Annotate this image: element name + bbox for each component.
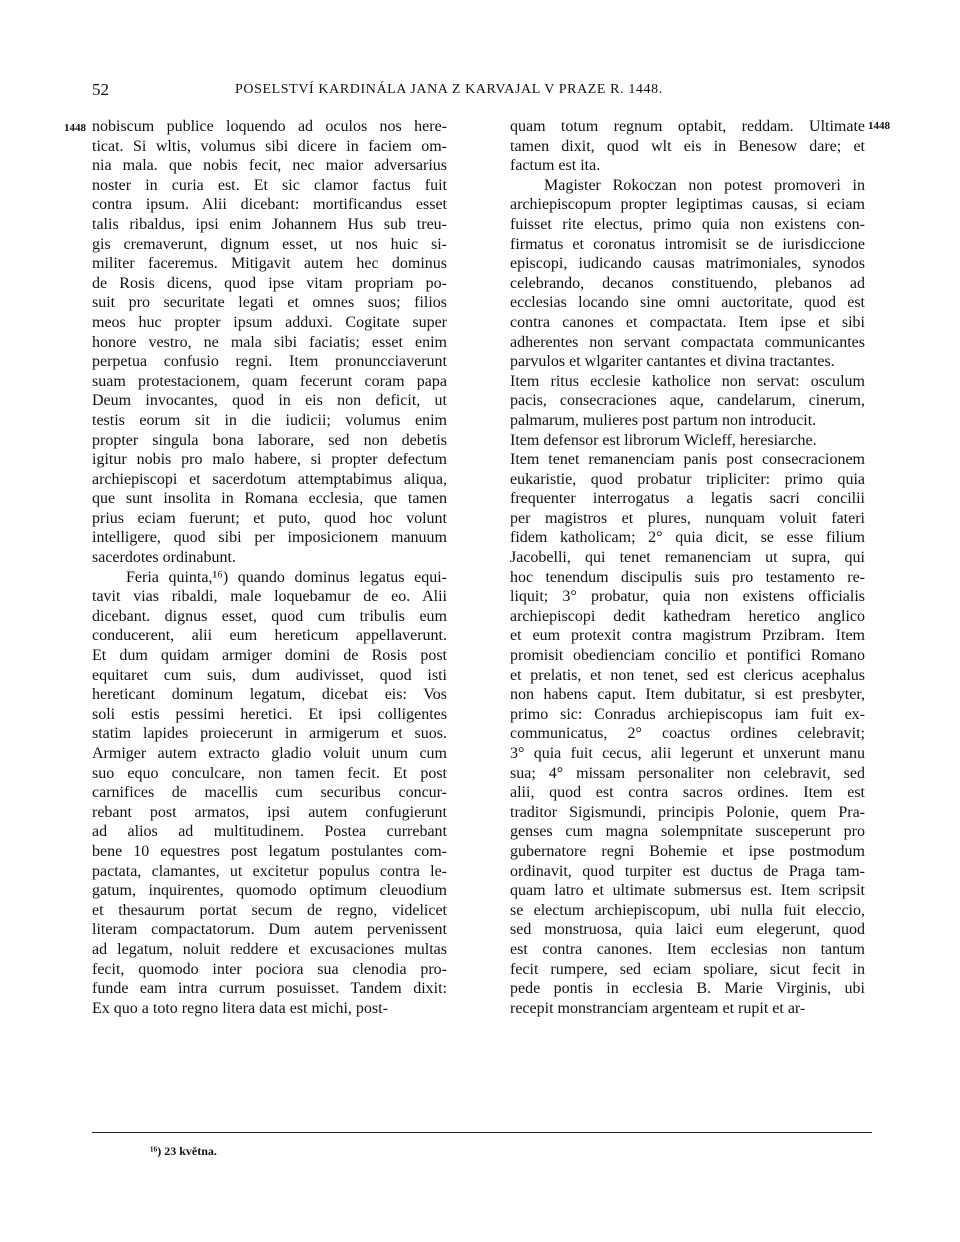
text-line: funde eam intra currum posuisset. Tandem dixit: (92, 980, 447, 998)
text-line: de Rosis dicens, quod ipse vitam propriam po- (92, 274, 447, 292)
text-line: ad alios ad multitudinem. Postea currebant (92, 823, 447, 841)
text-line: et eum protexit contra magistrum Przibram. Item (510, 627, 865, 645)
text-line: sacerdotes ordinabunt. (92, 549, 236, 567)
right-column (510, 117, 865, 1018)
text-line: firmatus et coronatus intromisit se de iurisdiccione (510, 235, 865, 253)
text-line: talis ribaldus, ipsi enim Johannem Hus sub treu- (92, 215, 447, 233)
text-line: rebant post armatos, ipsi autem confugierunt (92, 803, 447, 821)
text-line: parvulos et wlgariter cantantes et divina tractantes. (510, 353, 835, 371)
text-line: gis cremaverunt, dignum esset, ut nos huic si- (92, 235, 447, 253)
text-line: fidem katholicam; 2° quia dicit, se esse filium (510, 529, 865, 547)
text-line: soli estis pessimi heretici. Et ipsi colligentes (92, 705, 447, 723)
text-line: Jacobelli, qui tenet remanenciam ut supra, qui (510, 549, 865, 567)
text-line: episcopi, iudicando causas matrimoniales, synodos (510, 255, 865, 273)
text-line: promisit obedienciam concilio et pontifici Romano (510, 647, 865, 665)
text-line: suit pro securitate legati et omnes suos; filios (92, 294, 447, 312)
text-line: bene 10 equestres post legatum postulantes com- (92, 842, 447, 860)
text-line: igitur nobis pro malo habere, si propter defectum (92, 451, 447, 469)
text-line: Ex quo a toto regno litera data est michi, post- (92, 999, 388, 1017)
text-line: fuisset rite electus, primo quia non existens con- (510, 215, 865, 233)
text-line: gubernatore regni Bohemie et ipse postmodum (510, 842, 865, 860)
text-line: Item ritus ecclesie katholice non servat: osculum (510, 372, 865, 390)
text-line: ordinavit, quod turpiter est ductus de Praga tam- (510, 862, 865, 880)
text-line: et prelatis, et non tenet, sed est clericus acephalus (510, 666, 865, 684)
text-line: alii, quod est contra sacros ordines. Item est (510, 784, 865, 802)
text-line: Armiger autem extracto gladio voluit unum cum (92, 745, 447, 762)
text-line: Item tenet remanenciam panis post consecracionem (510, 451, 865, 469)
text-line: noster in curia est. Et sic clamor factus fuit (92, 176, 447, 194)
text-line: gatum, inquirentes, quomodo optimum cleuodium (92, 882, 447, 900)
text-line: que sunt insolita in Romana ecclesia, que tamen (92, 490, 447, 508)
text-line: et thesaurum portat secum de regno, videlicet (92, 901, 447, 919)
text-line: traditor Sigismundi, principis Polonie, quem Pra- (510, 803, 865, 821)
text-line: pactata, clamantes, ut excitetur populus contra le- (92, 862, 447, 880)
text-line: quam totum regnum optabit, reddam. Ultimate (510, 118, 865, 135)
text-line: adherentes non servant compactata communicantes (510, 333, 865, 351)
footnote-rule (92, 1132, 872, 1133)
text-line: literam compactatorum. Dum autem pervenissent (92, 921, 447, 939)
text-line: sed monstruosa, quia laici eum elegerunt, quod (510, 921, 865, 939)
text-line: ecclesias locando sine omni auctoritate, quod est (510, 294, 865, 312)
text-line: Item defensor est librorum Wicleff, heresiarche. (510, 431, 817, 449)
text-line: perpetua confusio regni. Item pronuncciaverunt (92, 353, 447, 371)
text-line: pacis, consecraciones aque, candelarum, cinerum, (510, 392, 865, 410)
text-line: eukaristie, quod probatur tripliciter: primo quia (510, 470, 865, 488)
text-line: dicebant. dignus esset, quod cum tribulis eum (92, 607, 447, 625)
text-line: fecit rumpere, sed eciam spoliare, sicut fecit in (510, 960, 865, 978)
text-line: Deum invocantes, quod in eis non deficit, ut (92, 392, 447, 410)
text-line: pede pontis in ecclesia B. Marie Virginis, ubi (510, 980, 865, 998)
text-line: prius eciam fuerunt; et puto, quod hoc volunt (92, 509, 447, 527)
page-number: 52 (92, 80, 109, 99)
text-line: tavit vias ribaldi, male loquebamur de eo. Alii (92, 588, 447, 606)
text-line: palmarum, mulieres post partum non introducit. (510, 411, 817, 429)
text-line: frequenter interrogatus a legatis sacri concilii (510, 490, 865, 508)
text-line: conducerent, alii eum hereticum appellaverunt. (92, 627, 447, 645)
text-line: militer faceremus. Mitigavit autem hec dominus (92, 255, 447, 273)
text-line: genses cum magna solempnitate susceperunt pro (510, 823, 865, 841)
text-line: Et dum quidam armiger domini de Rosis post (92, 647, 447, 665)
text-line: fecit, quomodo inter pociora sua clenodia pro- (92, 960, 447, 978)
text-line: archiepiscopi dedit kathedram heretico anglico (510, 607, 865, 625)
text-line: propter singula bona laborare, sed non debetis (92, 431, 447, 449)
text-line: ticat. Si wltis, volumus sibi dicere in faciem om- (92, 137, 447, 155)
text-line: Feria quinta,¹⁶) quando dominus legatus equi- (126, 568, 447, 586)
text-line: se electum archiepiscopum, ubi nulla fuit eleccio, (510, 901, 865, 919)
text-line: factum est ita. (510, 157, 601, 175)
text-line: per magistros et plures, nunquam voluit fateri (510, 509, 865, 527)
text-line: intelligere, quod sibi per imposicionem manuum (92, 529, 447, 547)
margin-year-right: 1448 (868, 120, 890, 132)
text-line: carnifices de macellis cum securibus concur- (92, 784, 447, 802)
text-line: primo sic: Conradus archiepiscopus iam fuit ex- (510, 705, 865, 723)
text-line: nia mala. que nobis fecit, nec maior adversarius (92, 157, 447, 175)
text-line: communicatus, 2° coactus ordines celebravit; (510, 725, 865, 743)
text-line: ad legatum, noluit reddere et excusaciones multas (92, 940, 447, 958)
footnote: ¹⁶) 23 května. (150, 1144, 217, 1158)
running-title: POSELSTVÍ KARDINÁLA JANA Z KARVAJAL V PRAZE R. 1448. (235, 82, 663, 97)
text-line: archiepiscopi et sacerdotum attemptabimus aliqua, (92, 470, 447, 488)
text-line: recepit monstranciam argenteam et rupit et ar- (510, 999, 806, 1017)
left-column (92, 117, 447, 1018)
text-line: non habens caput. Item dubitatur, si est presbyter, (510, 686, 865, 704)
text-line: contra canones et compactata. Item ipse et sibi (510, 313, 865, 331)
text-line: equitaret cum suis, dum audivisset, quod isti (92, 666, 447, 684)
text-line: Magister Rokoczan non potest promoveri in (544, 176, 865, 194)
margin-year-left: 1448 (64, 122, 86, 134)
text-line: nobiscum publice loquendo ad oculos nos here- (92, 118, 447, 135)
text-line: est contra canones. Item ecclesias non tantum (510, 940, 865, 958)
text-line: liquit; 3° probatur, quia non existens officialis (510, 588, 865, 606)
text-line: meos huc propter ipsum adduxi. Cogitate super (92, 313, 447, 331)
text-line: sua; 4° missam personaliter non celebravit, sed (510, 764, 865, 782)
text-line: suam protestacionem, quam fecerunt coram papa (92, 372, 447, 390)
text-line: celebrando, decanos constituendo, plebanos ad (510, 274, 865, 292)
text-line: hereticant dominum legatum, dicebat eis: Vos (92, 686, 447, 704)
text-line: archiepiscopum propter legiptimas causas, si eciam (510, 196, 865, 214)
text-line: statim lapides proiecerunt in armigerum et suos. (92, 725, 447, 743)
text-line: tamen dixit, quod wlt eis in Benesow dare; et (510, 137, 865, 155)
text-line: hoc tenendum discipulis suis pro testamento re- (510, 568, 865, 586)
text-line: contra ipsum. Alii dicebant: mortificandus esset (92, 196, 447, 214)
text-line: testis eorum sit in die iudicii; volumus enim (92, 411, 447, 429)
text-line: quam latro et ultimate submersus est. Item scripsit (510, 882, 865, 900)
text-line: honore vestro, ne mala sibi faciatis; esset enim (92, 333, 447, 351)
text-line: 3° quia fuit cecus, alii legerunt et unxerunt manu (510, 745, 865, 762)
text-line: suo equo conculcare, non tamen fecit. Et post (92, 764, 447, 782)
